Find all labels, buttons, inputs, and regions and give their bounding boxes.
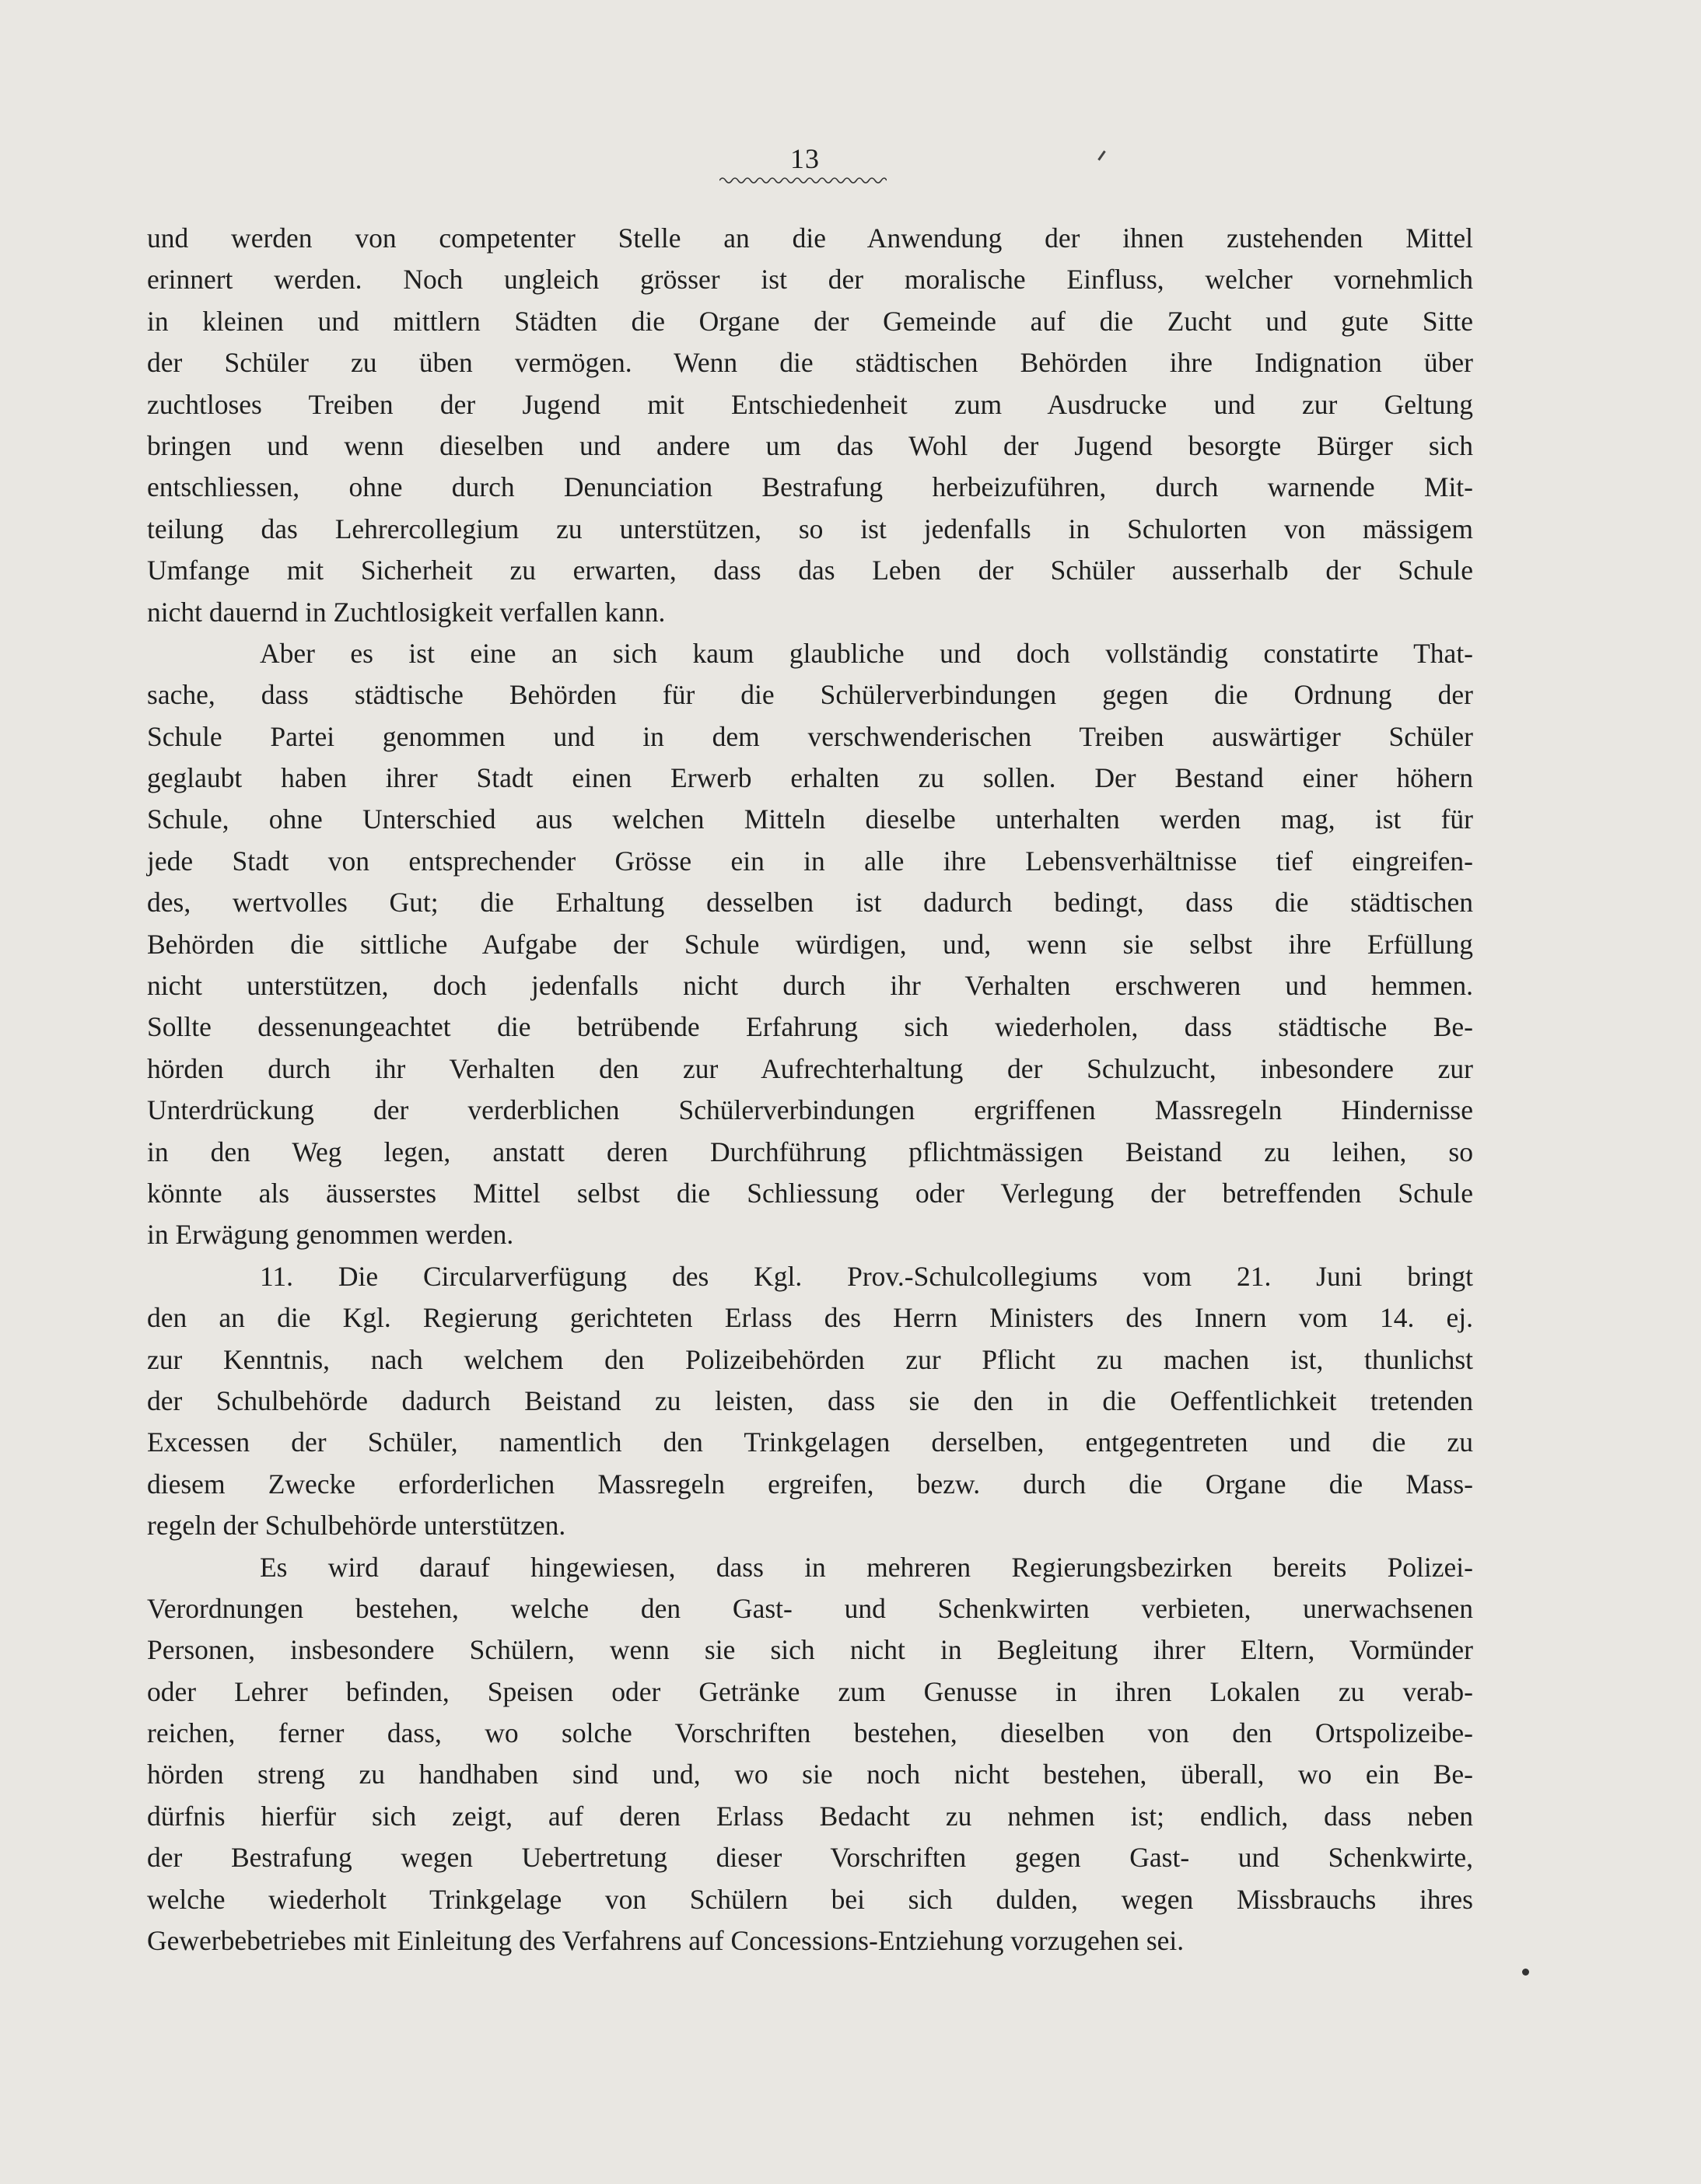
paragraph: [147, 218, 1473, 633]
paragraph: [147, 1547, 1473, 1962]
text-line: erinnert werden. Noch ungleich grösser ist der moralische Einfluss, welcher vornehmlich: [147, 264, 1473, 296]
text-line: hörden durch ihr Verhalten den zur Aufrechterhaltung der Schulzucht, inbesondere zur: [147, 1052, 1473, 1084]
text-line: der Schüler zu üben vermögen. Wenn die städtischen Behörden ihre Indignation über: [147, 347, 1473, 379]
text-line: hörden streng zu handhaben sind und, wo sie noch nicht bestehen, überall, wo ein Be-: [147, 1759, 1473, 1790]
text-line: und werden von competenter Stelle an die Anwendung der ihnen zustehenden Mittel: [147, 222, 1473, 254]
text-line: Verordnungen bestehen, welche den Gast- und Schenkwirten verbieten, unerwachsenen: [147, 1592, 1473, 1624]
ink-speck: [1522, 1969, 1529, 1976]
text-line: zur Kenntnis, nach welchem den Polizeibehörden zur Pflicht zu machen ist, thunlichst: [147, 1343, 1473, 1375]
text-line: in Erwägung genommen werden.: [147, 1219, 514, 1251]
text-line: sache, dass städtische Behörden für die Schülerverbindungen gegen die Ordnung der: [147, 679, 1473, 711]
text-line: 11. Die Circularverfügung des Kgl. Prov.-Schulcollegiums vom 21. Juni bringt: [260, 1260, 1473, 1292]
text-line: oder Lehrer befinden, Speisen oder Getränke zum Genusse in ihren Lokalen zu verab-: [147, 1675, 1473, 1707]
text-line: Personen, insbesondere Schülern, wenn sie sich nicht in Begleitung ihrer Eltern, Vormünder: [147, 1634, 1473, 1666]
text-line: des, wertvolles Gut; die Erhaltung desselben ist dadurch bedingt, dass die städtischen: [147, 887, 1473, 919]
text-line: der Bestrafung wegen Uebertretung dieser Vorschriften gegen Gast- und Schenkwirte,: [147, 1842, 1473, 1874]
text-line: Schule, ohne Unterschied aus welchen Mitteln dieselbe unterhalten werden mag, ist für: [147, 803, 1473, 835]
text-line: welche wiederholt Trinkgelage von Schülern bei sich dulden, wegen Missbrauchs ihres: [147, 1883, 1473, 1915]
text-line: nicht dauernd in Zuchtlosigkeit verfallen kann.: [147, 596, 666, 628]
text-line: Excessen der Schüler, namentlich den Trinkgelagen derselben, entgegentreten und die zu: [147, 1426, 1473, 1458]
wavy-rule-ornament: [719, 175, 887, 186]
text-line: Schule Partei genommen und in dem verschwenderischen Treiben auswärtiger Schüler: [147, 720, 1473, 752]
text-line: geglaubt haben ihrer Stadt einen Erwerb erhalten zu sollen. Der Bestand einer höhern: [147, 762, 1473, 794]
text-line: reichen, ferner dass, wo solche Vorschriften bestehen, dieselben von den Ortspolizeibe-: [147, 1717, 1473, 1749]
text-line: Unterdrückung der verderblichen Schülerverbindungen ergriffenen Massregeln Hindernisse: [147, 1094, 1473, 1126]
text-line: jede Stadt von entsprechender Grösse ein in alle ihre Lebensverhältnisse tief eingreifen-: [147, 845, 1473, 877]
text-line: bringen und wenn dieselben und andere um das Wohl der Jugend besorgte Bürger sich: [147, 429, 1473, 461]
text-line: Es wird darauf hingewiesen, dass in mehreren Regierungsbezirken bereits Polizei-: [260, 1551, 1473, 1583]
text-line: in kleinen und mittlern Städten die Organe der Gemeinde auf die Zucht und gute Sitte: [147, 305, 1473, 337]
text-line: regeln der Schulbehörde unterstützen.: [147, 1510, 566, 1542]
text-line: könnte als äusserstes Mittel selbst die Schliessung oder Verlegung der betreffenden Schule: [147, 1177, 1473, 1209]
text-line: den an die Kgl. Regierung gerichteten Erlass des Herrn Ministers des Innern vom 14. ej.: [147, 1302, 1473, 1334]
text-line: diesem Zwecke erforderlichen Massregeln ergreifen, bezw. durch die Organe die Mass-: [147, 1468, 1473, 1500]
text-line: zuchtloses Treiben der Jugend mit Entschiedenheit zum Ausdrucke und zur Geltung: [147, 388, 1473, 420]
text-line: in den Weg legen, anstatt deren Durchführung pflichtmässigen Beistand zu leihen, so: [147, 1136, 1473, 1167]
text-line: Gewerbebetriebes mit Einleitung des Verfahrens auf Concessions-Entziehung vorzugehen sei.: [147, 1925, 1185, 1957]
body-text: [147, 218, 1473, 1962]
text-line: Aber es ist eine an sich kaum glaubliche und doch vollständig constatirte That-: [260, 637, 1473, 669]
text-line: der Schulbehörde dadurch Beistand zu leisten, dass sie den in die Oeffentlichkeit tretenden: [147, 1384, 1473, 1416]
paragraph: [147, 1256, 1473, 1547]
text-line: Umfange mit Sicherheit zu erwarten, dass das Leben der Schüler ausserhalb der Schule: [147, 555, 1473, 586]
text-line: entschliessen, ohne durch Denunciation Bestrafung herbeizuführen, durch warnende Mit-: [147, 471, 1473, 503]
page-number: 13: [790, 143, 820, 174]
text-line: nicht unterstützen, doch jedenfalls nicht durch ihr Verhalten erschweren und hemmen.: [147, 970, 1473, 1002]
text-line: dürfnis hierfür sich zeigt, auf deren Erlass Bedacht zu nehmen ist; endlich, dass neben: [147, 1800, 1473, 1832]
text-line: Sollte dessenungeachtet die betrübende Erfahrung sich wiederholen, dass städtische Be-: [147, 1011, 1473, 1043]
text-line: teilung das Lehrercollegium zu unterstützen, so ist jedenfalls in Schulorten von mässigem: [147, 513, 1473, 544]
paragraph: [147, 633, 1473, 1256]
text-line: Behörden die sittliche Aufgabe der Schule würdigen, und, wenn sie selbst ihre Erfüllung: [147, 928, 1473, 960]
